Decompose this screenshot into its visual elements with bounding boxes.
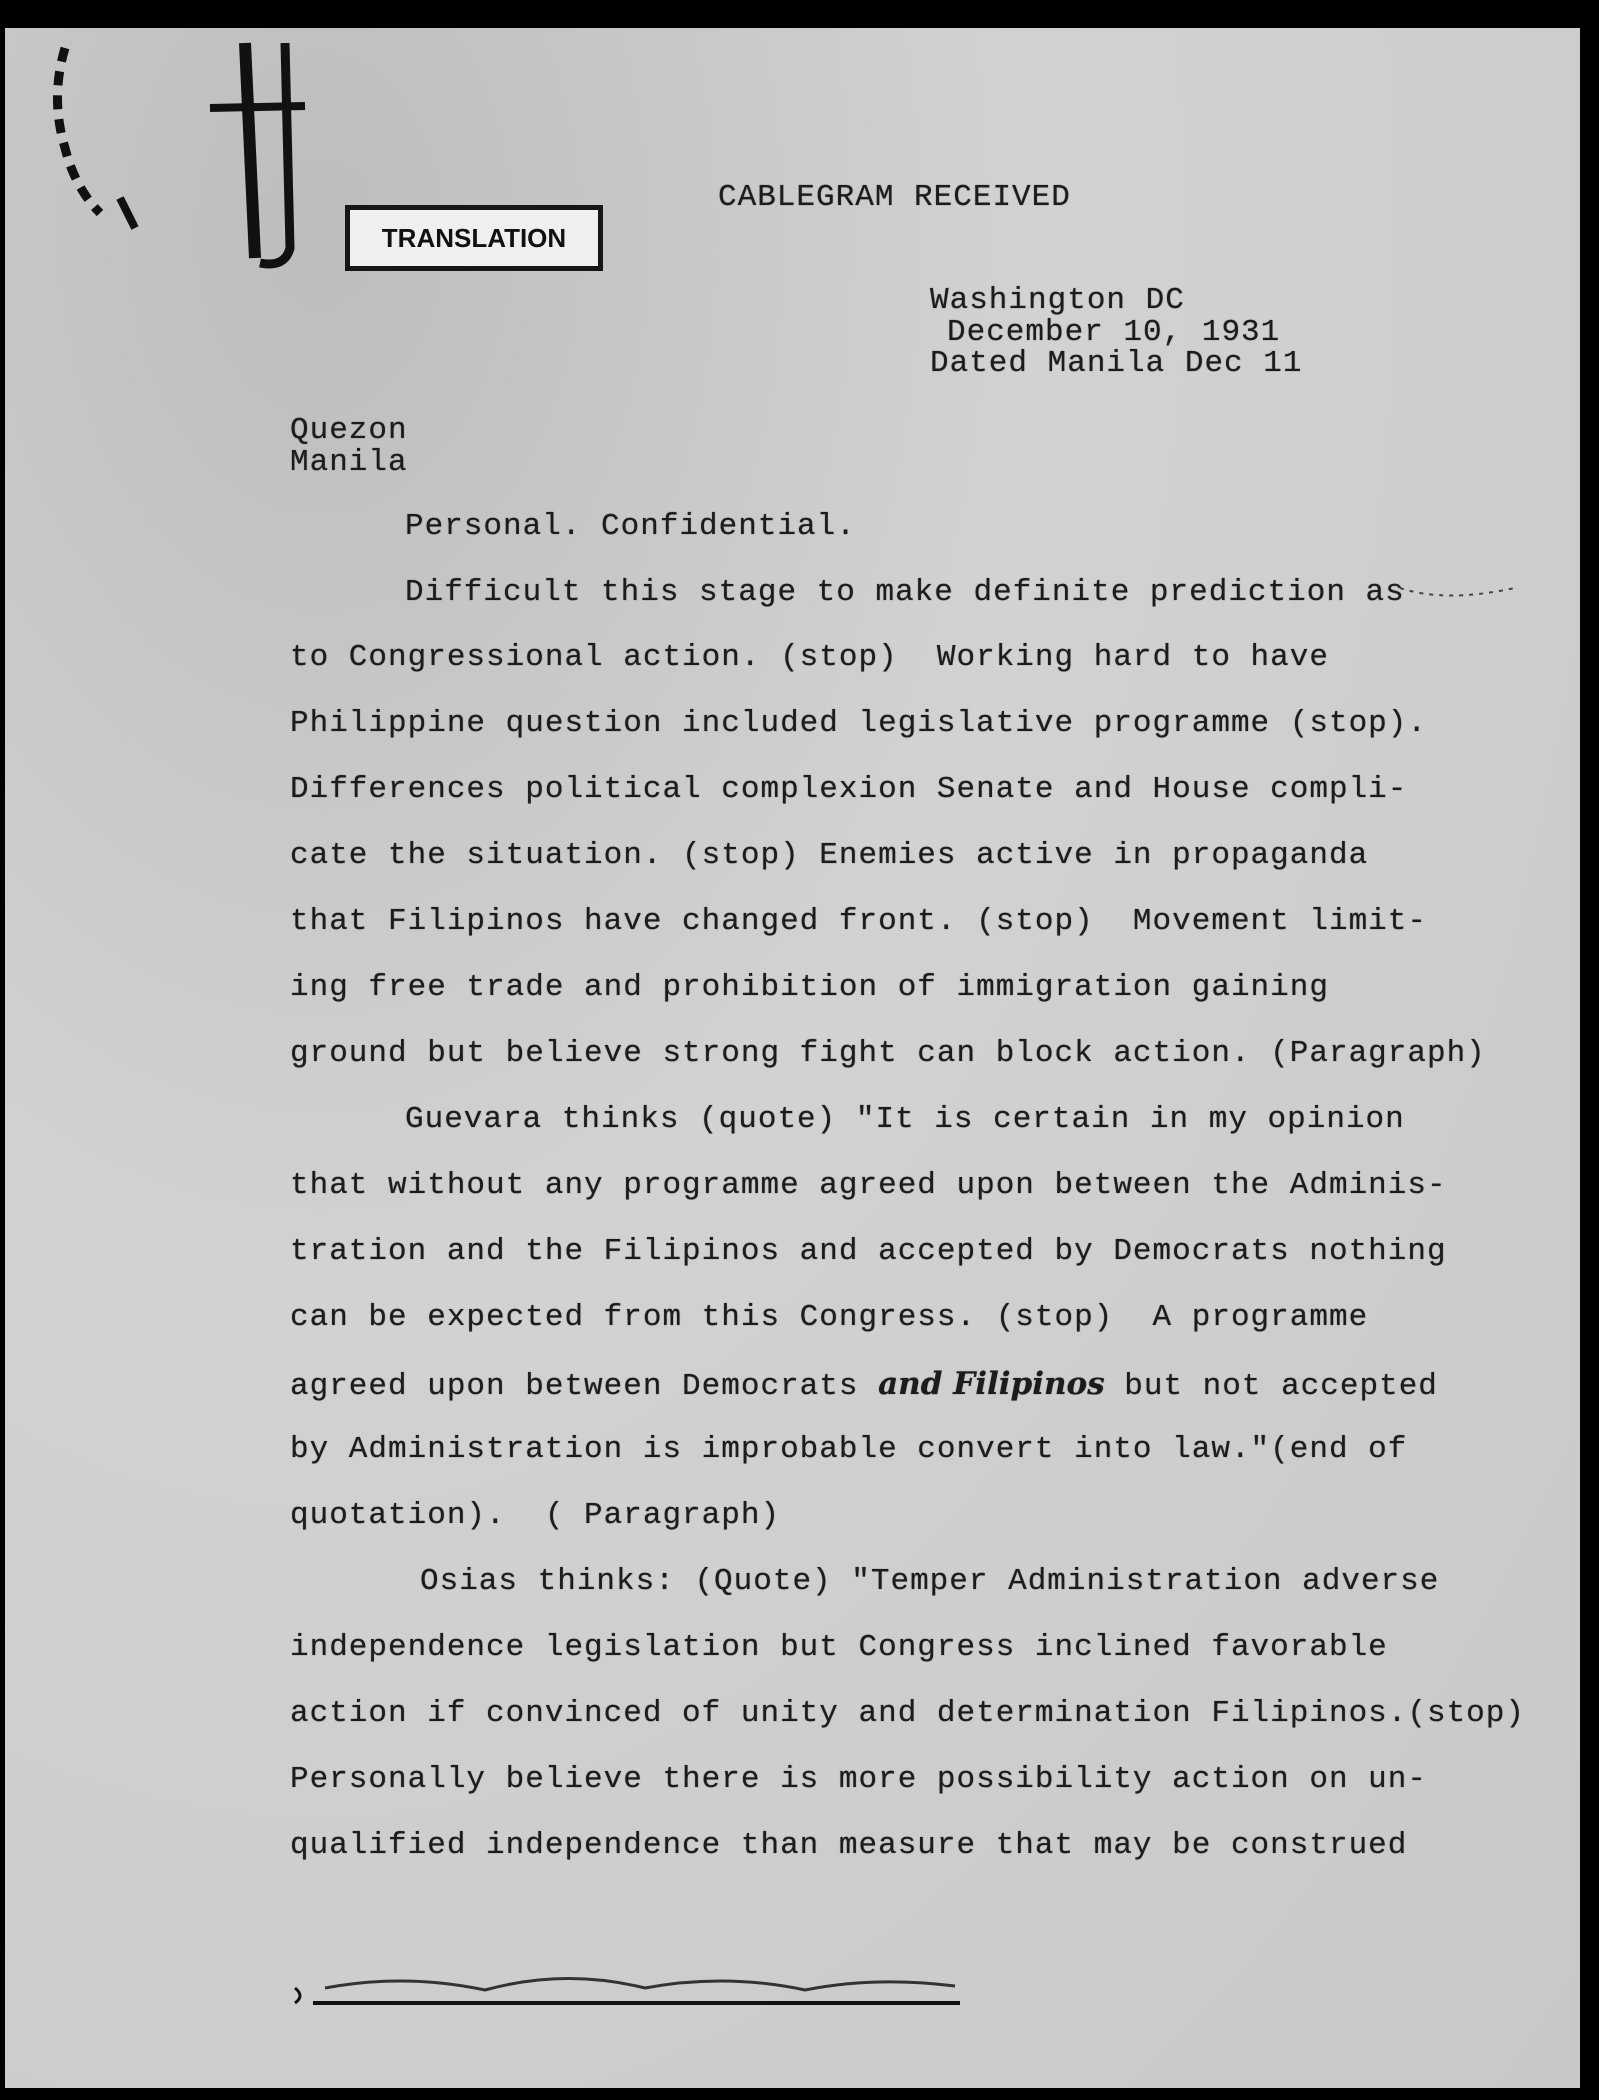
body-line: by Administration is improbable convert into law."(end of: [290, 1432, 1408, 1467]
body-line: Guevara thinks (quote) "It is certain in my opinion: [405, 1102, 1405, 1137]
body-line: can be expected from this Congress. (stop) A programme: [290, 1300, 1369, 1335]
insert-before: agreed upon between Democrats: [290, 1369, 879, 1404]
addressee-name: Quezon: [290, 413, 408, 448]
body-line: ground but believe strong fight can block action. (Paragraph): [290, 1036, 1486, 1071]
body-line: quotation). ( Paragraph): [290, 1498, 781, 1533]
origin-line: Washington DC: [930, 283, 1185, 318]
body-line: action if convinced of unity and determination Filipinos.(stop): [290, 1696, 1525, 1731]
body-line: Osias thinks: (Quote) "Temper Administration adverse: [420, 1564, 1440, 1599]
body-line: independence legislation but Congress inclined favorable: [290, 1630, 1388, 1665]
stamp-label: TRANSLATION: [381, 222, 567, 253]
translation-stamp: [345, 205, 603, 271]
body-line: tration and the Filipinos and accepted by Democrats nothing: [290, 1234, 1447, 1269]
body-line: Personally believe there is more possibility action on un-: [290, 1762, 1427, 1797]
date-line: December 10, 1931: [947, 315, 1281, 350]
salutation: Personal. Confidential.: [405, 509, 856, 544]
document-page: [5, 28, 1580, 2088]
body-line: to Congressional action. (stop) Working hard to have: [290, 640, 1329, 675]
body-line: that without any programme agreed upon between the Adminis-: [290, 1168, 1447, 1203]
body-line: Differences political complexion Senate and House compli-: [290, 772, 1408, 807]
body-line-with-insert: [290, 1366, 1438, 1404]
document-title: CABLEGRAM RECEIVED: [718, 180, 1071, 215]
body-line: that Filipinos have changed front. (stop) Movement limit-: [290, 904, 1427, 939]
insert-after: but not accepted: [1104, 1369, 1438, 1404]
body-line: qualified independence than measure that may be construed: [290, 1828, 1408, 1863]
dated-line: Dated Manila Dec 11: [930, 346, 1303, 381]
body-line: Difficult this stage to make definite prediction as: [405, 575, 1405, 610]
handwritten-insert: and Filipinos: [878, 1366, 1105, 1402]
addressee-city: Manila: [290, 445, 408, 480]
body-line: ing free trade and prohibition of immigration gaining: [290, 970, 1329, 1005]
body-line: Philippine question included legislative programme (stop).: [290, 706, 1427, 741]
body-line: cate the situation. (stop) Enemies active in propaganda: [290, 838, 1369, 873]
